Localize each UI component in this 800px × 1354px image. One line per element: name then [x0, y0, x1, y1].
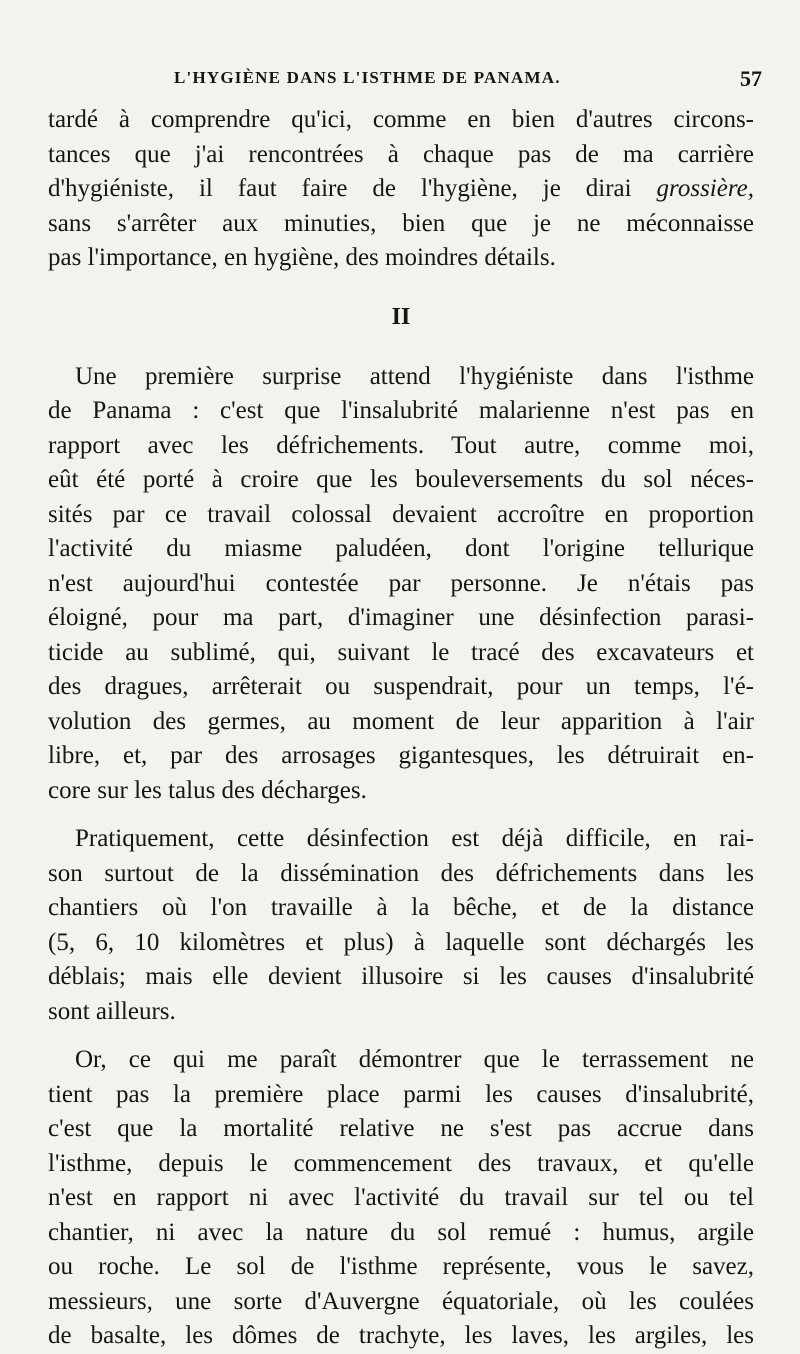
- text-line: sont ailleurs.: [48, 997, 176, 1025]
- text-line: son surtout de la dissémination des défrichements dans les: [48, 859, 754, 887]
- text-line: sans s'arrêter aux minuties, bien que je ne méconnaisse: [48, 209, 754, 237]
- text-line: Une première surprise attend l'hygiéniste dans l'isthme: [75, 362, 754, 390]
- text-line: tardé à comprendre qu'ici, comme en bien d'autres circons-: [48, 106, 754, 133]
- running-title: L'HYGIÈNE DANS L'ISTHME DE PANAMA.: [174, 68, 561, 87]
- text-line: l'isthme, depuis le commencement des travaux, et qu'elle: [48, 1149, 754, 1177]
- text-line: Pratiquement, cette désinfection est déjà difficile, en rai-: [75, 825, 754, 852]
- text-line: messieurs, une sorte d'Auvergne équatoriale, où les coulées: [48, 1287, 754, 1315]
- paragraph-gap: [48, 1029, 754, 1043]
- paragraph-gap: [48, 808, 754, 822]
- text-line: de basalte, les dômes de trachyte, les laves, les argiles, les: [48, 1322, 754, 1349]
- section-heading: II: [391, 304, 411, 330]
- paragraph-2: [48, 360, 754, 809]
- text-line: n'est aujourd'hui contestée par personne. Je n'étais pas: [48, 569, 754, 597]
- page-number: 57: [740, 66, 762, 91]
- text-line: sités par ce travail colossal devaient accroître en proportion: [48, 500, 754, 528]
- text-line: c'est que la mortalité relative ne s'est pas accrue dans: [48, 1115, 754, 1142]
- text-line: ticide au sublimé, qui, suivant le tracé des excavateurs et: [48, 638, 754, 666]
- text-line: (5, 6, 10 kilomètres et plus) à laquelle sont déchargés les: [48, 928, 754, 956]
- text-line: n'est en rapport ni avec l'activité du travail sur tel ou tel: [48, 1184, 754, 1211]
- text-line: tances que j'ai rencontrées à chaque pas de ma carrière: [48, 140, 754, 168]
- text-line: de Panama : c'est que l'insalubrité malarienne n'est pas en: [48, 397, 754, 424]
- body-text: [48, 103, 754, 1354]
- text-line: tient pas la première place parmi les causes d'insalubrité,: [48, 1080, 754, 1108]
- text-line: libre, et, par des arrosages gigantesques, les détruirait en-: [48, 742, 754, 769]
- text-line: rapport avec les défrichements. Tout autre, comme moi,: [48, 431, 754, 459]
- text-line: Or, ce qui me paraît démontrer que le terrassement ne: [75, 1046, 754, 1073]
- text-line: éloigné, pour ma part, d'imaginer une désinfection parasi-: [48, 604, 754, 631]
- text-line: chantiers où l'on travaille à la bêche, et de la distance: [48, 894, 754, 921]
- text-line: des dragues, arrêterait ou suspendrait, pour un temps, l'é-: [48, 673, 754, 700]
- running-head: [92, 66, 762, 96]
- text-line: chantier, ni avec la nature du sol remué : humus, argile: [48, 1218, 754, 1246]
- text-line: core sur les talus des décharges.: [48, 776, 367, 804]
- text-span: d'hygiéniste, il faut faire de l'hygiène, je dirai: [48, 175, 657, 202]
- text-line: déblais; mais elle devient illusoire si les causes d'insalubrité: [48, 963, 754, 990]
- italic-word: grossière,: [656, 175, 754, 202]
- text-line: volution des germes, au moment de leur apparition à l'air: [48, 707, 754, 735]
- paragraph-1: [48, 103, 754, 276]
- text-line: ou roche. Le sol de l'isthme représente, vous le savez,: [48, 1253, 754, 1280]
- text-line: pas l'importance, en hygiène, des moindres détails.: [48, 244, 556, 271]
- paragraph-4: [48, 1043, 754, 1354]
- text-line: [48, 172, 754, 207]
- text-line: l'activité du miasme paludéen, dont l'origine tellurique: [48, 535, 754, 562]
- paragraph-3: [48, 822, 754, 1029]
- text-line: eût été porté à croire que les bouleversements du sol néces-: [48, 466, 754, 493]
